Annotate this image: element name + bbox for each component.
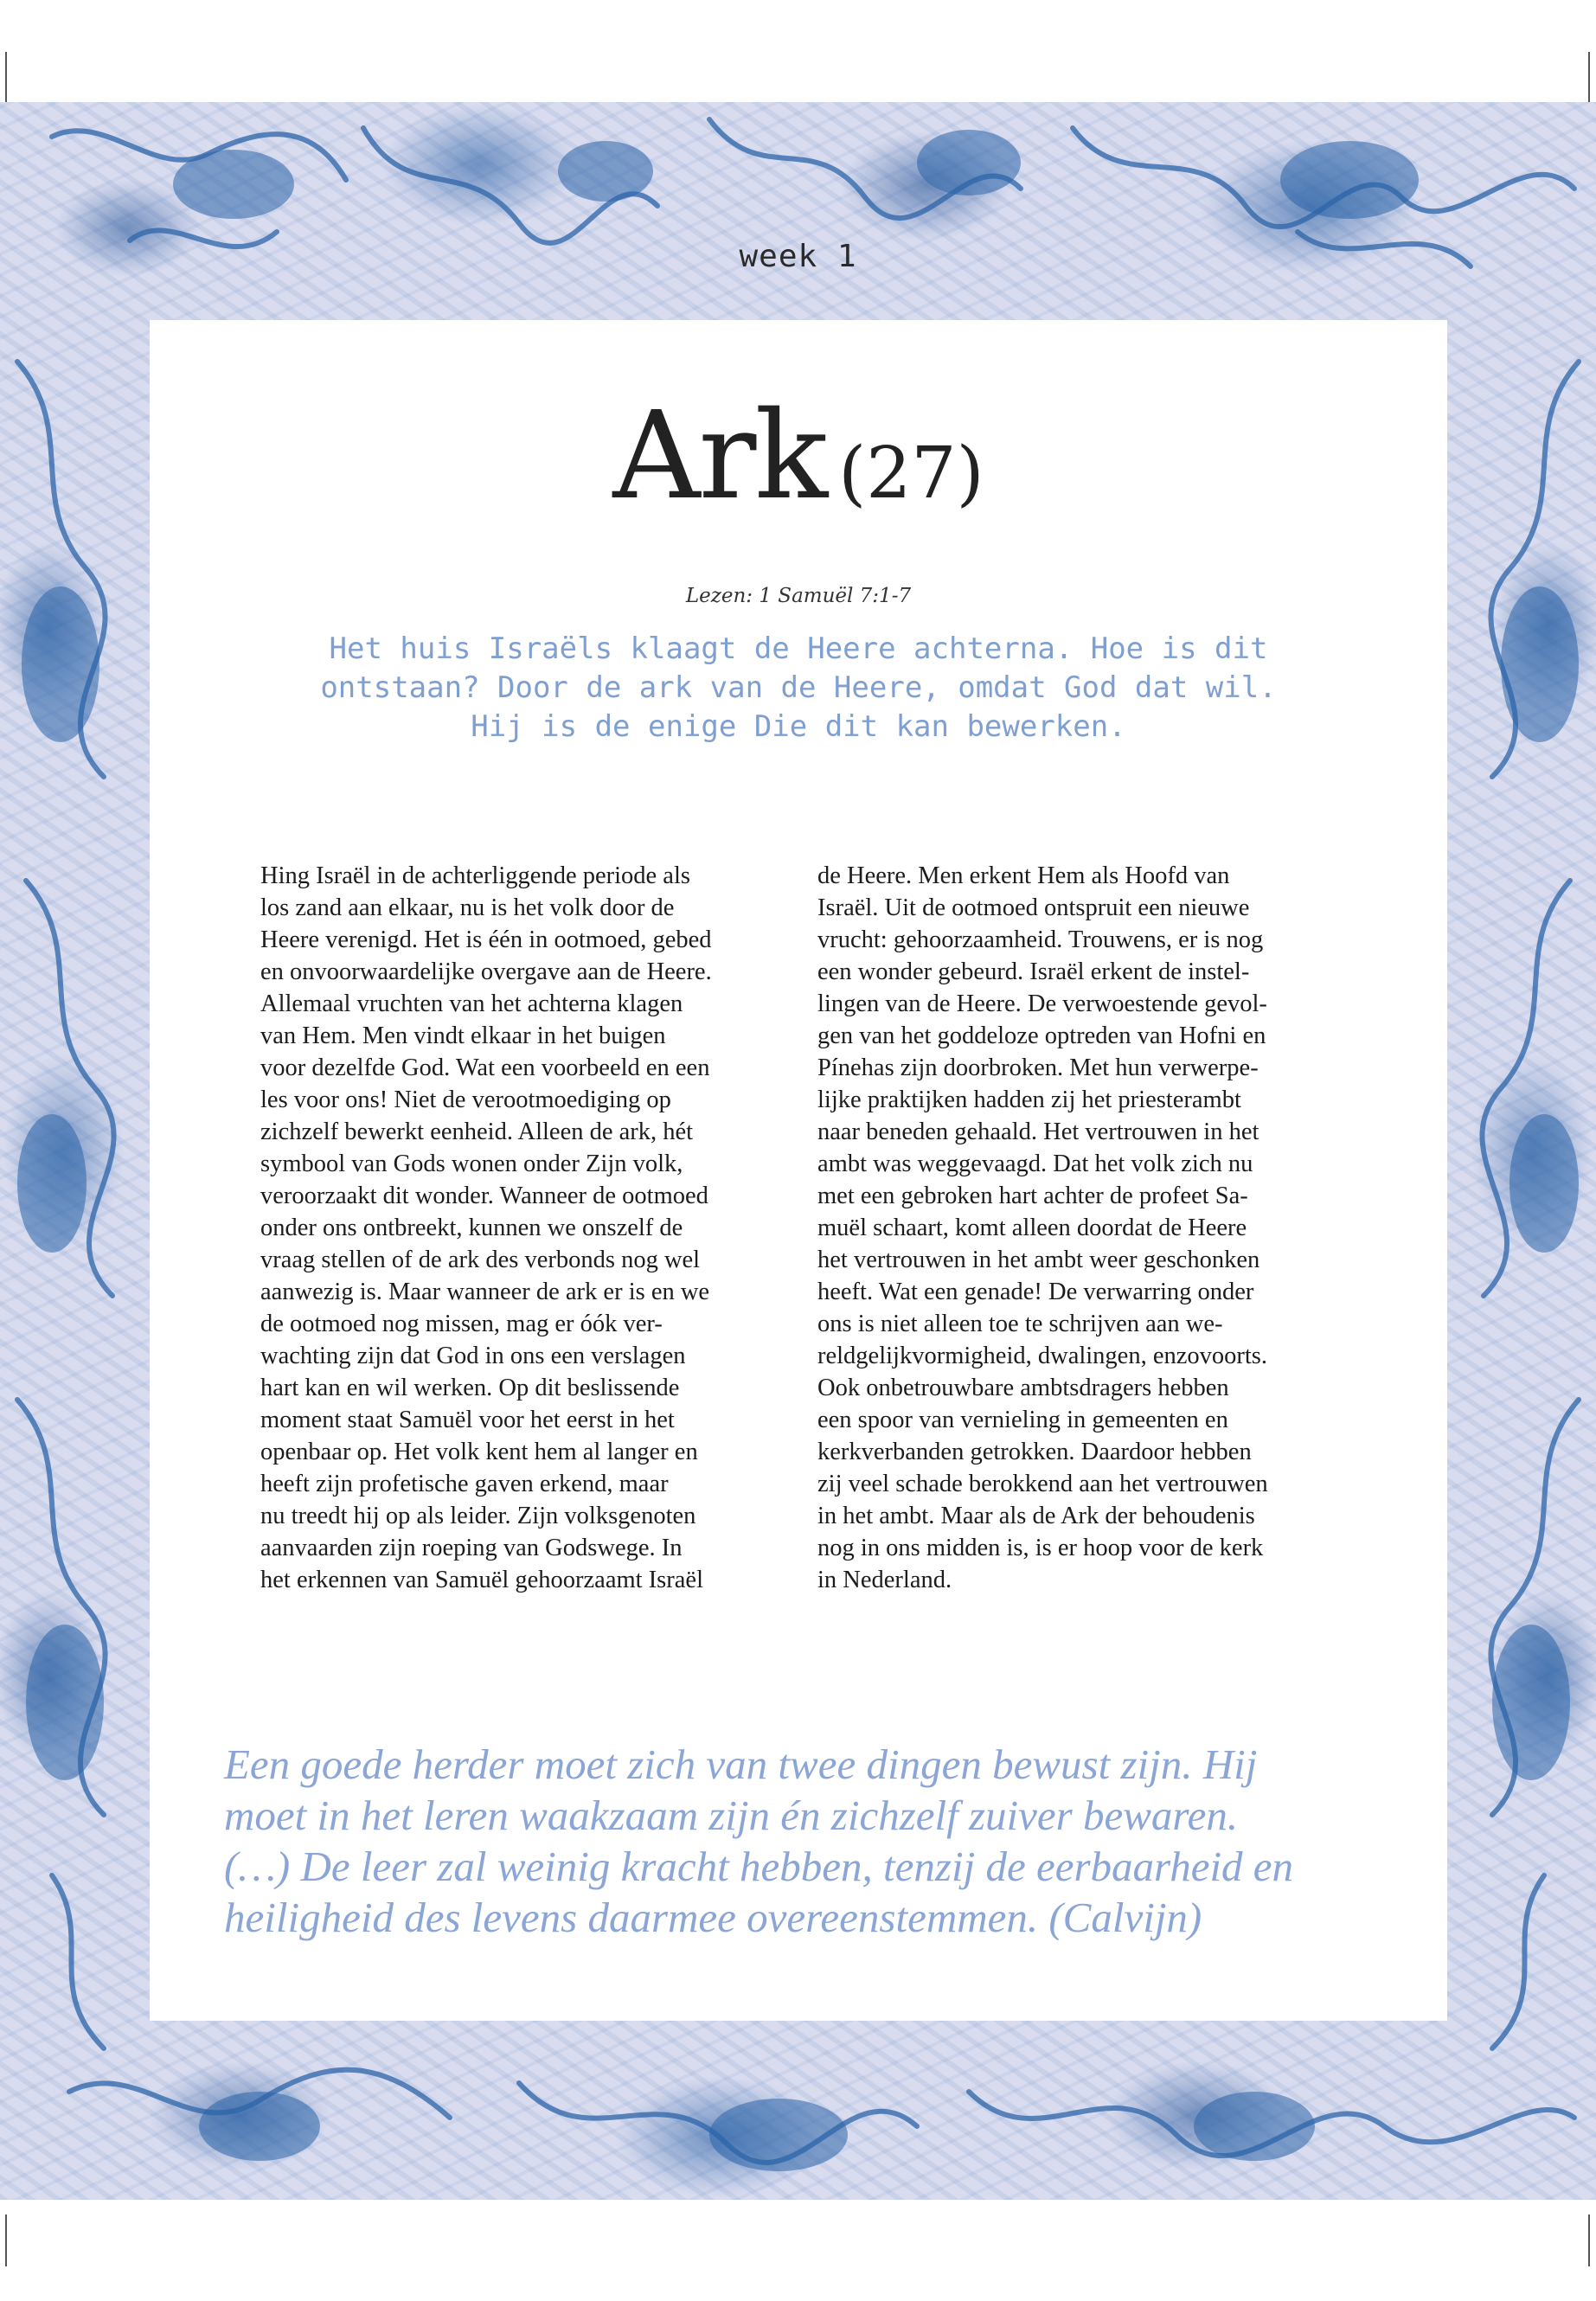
body-column-right: de Heere. Men erkent Hem als Hoofd van Israël. Uit de ootmoed ontspruit een nieuwe vrucht: gehoorzaamheid. Trouwens, er is nog een wonder gebeurd. Israël erkent de instel- lingen van de Heere. De verwoestende gevol- gen van het goddeloze optreden van Hofni en Pínehas zijn doorbroken. Met hun verwerpe- lijke praktijken hadden zij het priesterambt naar beneden gehaald. Het vertrouwen in het ambt was weggevaagd. Dat het volk zich nu met een gebroken hart achter de profeet Sa- muël schaart, komt alleen doordat de Heere het vertrouwen in het ambt weer geschonken heeft. Wat een genade! De verwarring onder ons is niet alleen toe te schrijven aan we- reldgelijkvormigheid, dwalingen, enzovoorts. Ook onbetrouwbare ambtsdragers hebben een spoor van vernieling in gemeenten en kerkverbanden getrokken. Daardoor hebben zij veel schade berokkend aan het vertrouwen in het ambt. Maar als de Ark der behoudenis nog in ons midden is, is er hoop voor de kerk in Nederland.: [817, 862, 1268, 1593]
calvin-quote: Een goede herder moet zich van twee dingen bewust zijn. Hij moet in het leren waakzaam zijn én zichzelf zuiver bewaren. (…) De leer zal weinig kracht hebben, tenzij de eerbaarheid en heiligheid des levens daarmee overeenstemmen. (Calvijn): [224, 1740, 1294, 1941]
content-panel: [150, 320, 1447, 2021]
crop-mark: [5, 2214, 7, 2266]
intro-text: [271, 630, 1326, 747]
crop-mark: [1588, 52, 1590, 104]
crop-mark: [1588, 2214, 1590, 2266]
crop-mark: [5, 52, 7, 104]
intro-line: Het huis Israëls klaagt de Heere achterna. Hoe is dit ontstaan? Door de ark van de Heere, omdat God dat wil. Hij is de enige Die dit kan bewerken.: [320, 631, 1277, 744]
scripture-reading: Lezen: 1 Samuël 7:1-7: [685, 585, 912, 607]
title-word: Ark: [612, 386, 827, 527]
title-number: (27): [838, 433, 984, 515]
page-title: [150, 386, 1447, 527]
week-label: week 1: [739, 239, 857, 274]
body-column-left: Hing Israël in de achterliggende periode als los zand aan elkaar, nu is het volk door de Heere verenigd. Het is één in ootmoed, gebed en onvoorwaardelijke overgave aan de Heere. Allemaal vruchten van het achterna klagen van Hem. Men vindt elkaar in het buigen voor dezelfde God. Wat een voorbeeld en een les voor ons! Niet de verootmoediging op zichzelf bewerkt eenheid. Alleen de ark, hét symbool van Gods wonen onder Zijn volk, veroorzaakt dit wonder. Wanneer de ootmoed onder ons ontbreekt, kunnen we onszelf de vraag stellen of de ark des verbonds nog wel aanwezig is. Maar wanneer de ark er is en we de ootmoed nog missen, mag er óók ver- wachting zijn dat God in ons een verslagen hart kan en wil werken. Op dit beslissende moment staat Samuël voor het eerst in het openbaar op. Het volk kent hem al langer en heeft zijn profetische gaven erkend, maar nu treedt hij op als leider. Zijn volksgenoten aanvaarden zijn roeping van Godswege. In het erkennen van Samuël gehoorzaamt Israël: [260, 862, 712, 1593]
